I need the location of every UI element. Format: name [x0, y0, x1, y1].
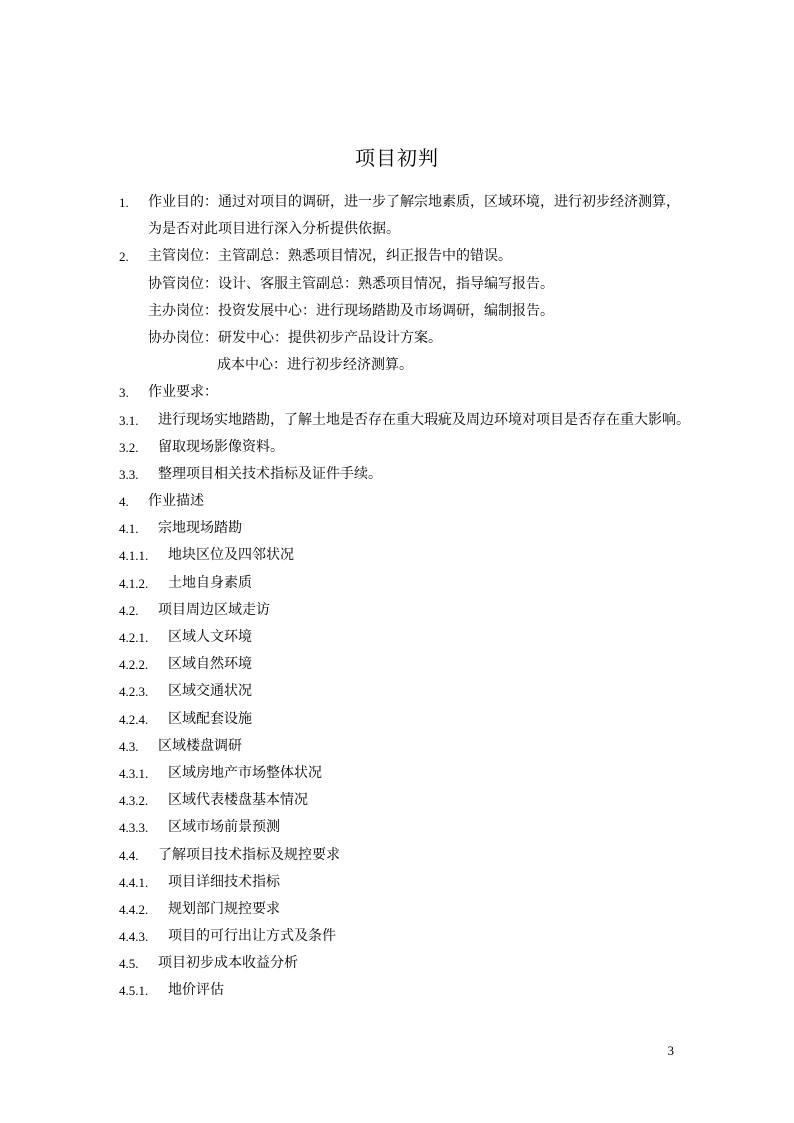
list-item [0, 814, 794, 841]
item-text: 项目初步成本收益分析 [158, 955, 298, 972]
item-text: 区域自然环境 [168, 656, 252, 673]
list-item [0, 678, 794, 705]
item-text: 区域楼盘调研 [158, 737, 242, 754]
item-number: 4.2. [119, 602, 139, 618]
item-number: 4.4.1. [119, 874, 149, 890]
item-text: 整理项目相关技术指标及证件手续。 [158, 465, 382, 482]
item-text: 协管岗位：设计、客服主管副总：熟悉项目情况，指导编写报告。 [148, 275, 554, 292]
item-number: 4.3.1. [119, 765, 149, 781]
item-number: 4.2.1. [119, 630, 149, 645]
page-number: 3 [667, 1043, 674, 1058]
item-text: 规划部门规控要求 [168, 900, 280, 917]
list-item [0, 542, 794, 569]
item-text: 区域配套设施 [168, 710, 252, 727]
item-text: 区域交通状况 [168, 683, 252, 700]
list-item [0, 869, 794, 896]
item-text: 项目周边区域走访 [158, 601, 270, 618]
list-item [0, 570, 794, 597]
list-item [0, 896, 794, 923]
item-text: 区域人文环境 [168, 629, 252, 645]
item-number: 3.3. [119, 466, 139, 482]
item-number: 4.1.1. [119, 548, 149, 564]
list-item [0, 488, 794, 515]
list-item [0, 597, 794, 624]
item-text: 主办岗位：投资发展中心：进行现场踏勘及市场调研，编制报告。 [148, 302, 554, 319]
list-item [0, 950, 794, 977]
list-item [0, 760, 794, 787]
item-text: 作业目的：通过对项目的调研，进一步了解宗地素质，区域环境，进行初步经济测算， [148, 194, 680, 210]
item-text: 为是否对此项目进行深入分析提供依据。 [148, 221, 400, 238]
item-text: 成本中心：进行初步经济测算。 [217, 357, 413, 374]
list-item [0, 407, 794, 434]
item-text: 区域代表楼盘基本情况 [168, 792, 308, 809]
document-body [0, 189, 794, 1005]
item-number: 4.3. [119, 738, 139, 754]
list-item [0, 977, 794, 1004]
list-item [0, 216, 794, 243]
item-text: 作业要求： [148, 384, 218, 401]
item-number: 2. [119, 249, 129, 265]
item-number: 4.3.2. [119, 793, 149, 809]
list-item [0, 379, 794, 406]
item-number: 4.5. [119, 956, 139, 972]
item-number: 1. [119, 195, 129, 210]
item-number: 4.2.3. [119, 684, 149, 700]
list-item [0, 842, 794, 869]
item-number: 4. [119, 494, 129, 510]
item-text: 宗地现场踏勘 [158, 520, 242, 537]
item-text: 协办岗位：研发中心：提供初步产品设计方案。 [148, 329, 442, 346]
item-text: 进行现场实地踏勘，了解土地是否存在重大瑕疵及周边环境对项目是否存在重大影响。 [158, 411, 690, 428]
item-number: 4.1.2. [119, 575, 149, 591]
item-number: 4.3.3. [119, 820, 149, 836]
list-item [0, 651, 794, 678]
item-text: 地块区位及四邻状况 [168, 547, 294, 564]
item-text: 主管岗位：主管副总：熟悉项目情况，纠正报告中的错误。 [148, 248, 512, 265]
list-item [0, 515, 794, 542]
list-item [0, 787, 794, 814]
list-item [0, 352, 794, 379]
item-text: 项目详细技术指标 [168, 873, 280, 890]
item-number: 3.1. [119, 412, 139, 428]
item-number: 4.1. [119, 521, 139, 537]
item-number: 4.4. [119, 847, 139, 863]
list-item [0, 923, 794, 950]
item-number: 3.2. [119, 439, 139, 455]
item-number: 4.4.2. [119, 901, 149, 917]
item-number: 3. [119, 385, 129, 401]
list-item [0, 243, 794, 270]
list-item [0, 706, 794, 733]
item-text: 了解项目技术指标及规控要求 [158, 846, 340, 863]
list-item [0, 189, 794, 216]
list-item [0, 733, 794, 760]
item-number: 4.5.1. [119, 983, 149, 999]
list-item [0, 271, 794, 298]
list-item [0, 325, 794, 352]
list-item [0, 461, 794, 488]
item-text: 地价评估 [168, 982, 224, 999]
item-text: 项目的可行出让方式及条件 [168, 928, 336, 945]
item-number: 4.2.4. [119, 711, 149, 727]
page-title: 项目初判 [355, 146, 439, 170]
item-text: 土地自身素质 [168, 574, 252, 591]
item-text: 区域市场前景预测 [168, 819, 280, 836]
item-text: 留取现场影像资料。 [158, 438, 284, 455]
item-text: 作业描述 [148, 493, 204, 510]
item-number: 4.4.3. [119, 929, 149, 945]
list-item [0, 298, 794, 325]
list-item [0, 624, 794, 651]
item-number: 4.2.2. [119, 657, 149, 673]
item-text: 区域房地产市场整体状况 [168, 764, 322, 781]
list-item [0, 434, 794, 461]
